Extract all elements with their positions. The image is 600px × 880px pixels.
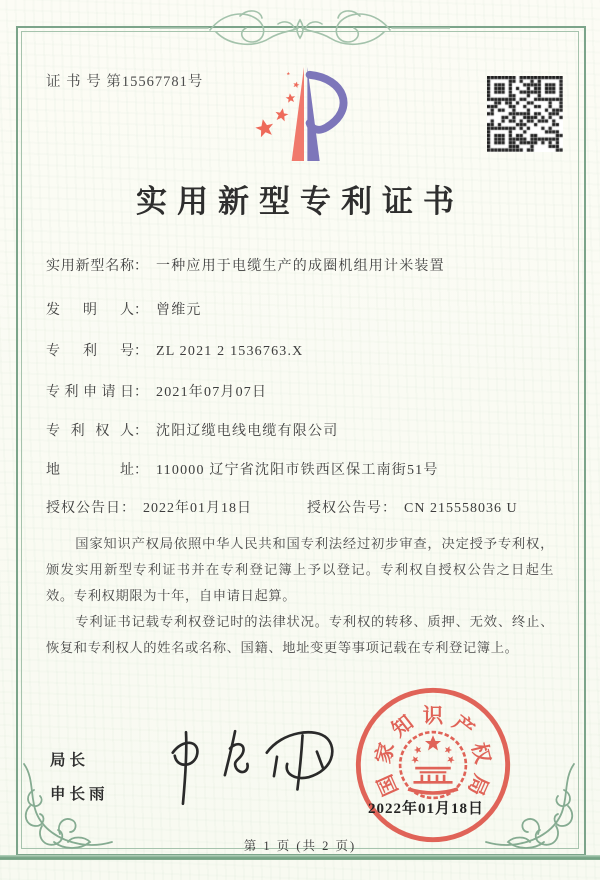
logo-tower	[292, 67, 320, 161]
field-utility-model-name	[46, 255, 556, 275]
seal-date: 2022年01月18日	[368, 801, 485, 817]
grant-number-label: 授权公告号	[307, 501, 382, 516]
field-colon: ：	[134, 344, 148, 359]
grant-number-value: CN 215558036 U	[404, 501, 518, 516]
page-footer: 第 1 页 (共 2 页)	[243, 839, 357, 853]
field-colon: ：	[134, 385, 148, 400]
bottom-edge-line	[0, 855, 600, 860]
field-label: 专利申请日	[46, 385, 134, 400]
svg-text:知: 知	[388, 711, 418, 742]
svg-text:权: 权	[467, 740, 494, 766]
field-patent-number	[46, 340, 556, 360]
grant-date-label: 授权公告日	[46, 501, 121, 516]
certificate-title: 实用新型专利证书	[136, 184, 464, 219]
field-colon: ：	[382, 501, 396, 516]
field-value: 曾维元	[156, 303, 202, 318]
field-value: ZL 2021 2 1536763.X	[156, 344, 304, 359]
field-colon: ：	[121, 501, 135, 516]
field-colon: ：	[134, 463, 148, 478]
legal-text-block	[46, 531, 554, 661]
director-title: 局长	[50, 752, 90, 769]
field-label: 专利号	[46, 344, 134, 359]
svg-text:局: 局	[463, 770, 492, 799]
field-label: 专利权人	[46, 424, 134, 439]
field-address	[46, 459, 556, 479]
field-colon: ：	[134, 259, 148, 274]
official-seal	[353, 685, 513, 845]
director-name: 申长雨	[50, 786, 109, 803]
field-grant-announcement	[46, 497, 556, 517]
svg-text:国: 国	[374, 770, 403, 799]
paragraph-register-statement: 专利证书记载专利权登记时的法律状况。专利权的转移、质押、无效、终止、恢复和专利权人的姓名或名称、国籍、地址变更等事项记载在专利登记簿上。	[46, 613, 554, 655]
field-value: 110000 辽宁省沈阳市铁西区保工南街51号	[156, 463, 439, 478]
field-label: 地址	[46, 463, 134, 478]
national-emblem-icon	[400, 732, 466, 798]
field-filing-date	[46, 381, 556, 401]
svg-text:识: 识	[422, 705, 444, 728]
qr-code	[487, 76, 563, 152]
field-colon: ：	[134, 424, 148, 439]
seal-text	[371, 704, 496, 799]
paragraph-grant-statement: 国家知识产权局依照中华人民共和国专利法经过初步审查，决定授予专利权，颁发实用新型专利证书并在专利登记簿上予以登记。专利权自授权公告之日起生效。专利权期限为十年，自申请日起算。	[46, 536, 554, 603]
logo-stars	[254, 72, 300, 138]
field-label: 实用新型名称	[46, 259, 134, 274]
field-colon: ：	[134, 303, 148, 318]
certificate-number: 证 书 号 第15567781号	[46, 74, 204, 90]
field-patentee	[46, 420, 556, 440]
logo-p-curve	[310, 75, 344, 130]
director-signature	[152, 722, 357, 814]
field-value: 沈阳辽缆电线电缆有限公司	[156, 424, 339, 439]
field-inventor	[46, 299, 556, 319]
svg-text:家: 家	[372, 740, 399, 766]
cnipa-logo	[248, 58, 360, 170]
field-value: 2021年07月07日	[156, 385, 268, 400]
field-label: 发明人	[46, 303, 134, 318]
grant-date-value: 2022年01月18日	[143, 501, 252, 516]
top-flourish-ornament	[150, 2, 450, 54]
field-value: 一种应用于电缆生产的成圈机组用计米装置	[156, 259, 445, 274]
svg-text:产: 产	[448, 711, 478, 742]
